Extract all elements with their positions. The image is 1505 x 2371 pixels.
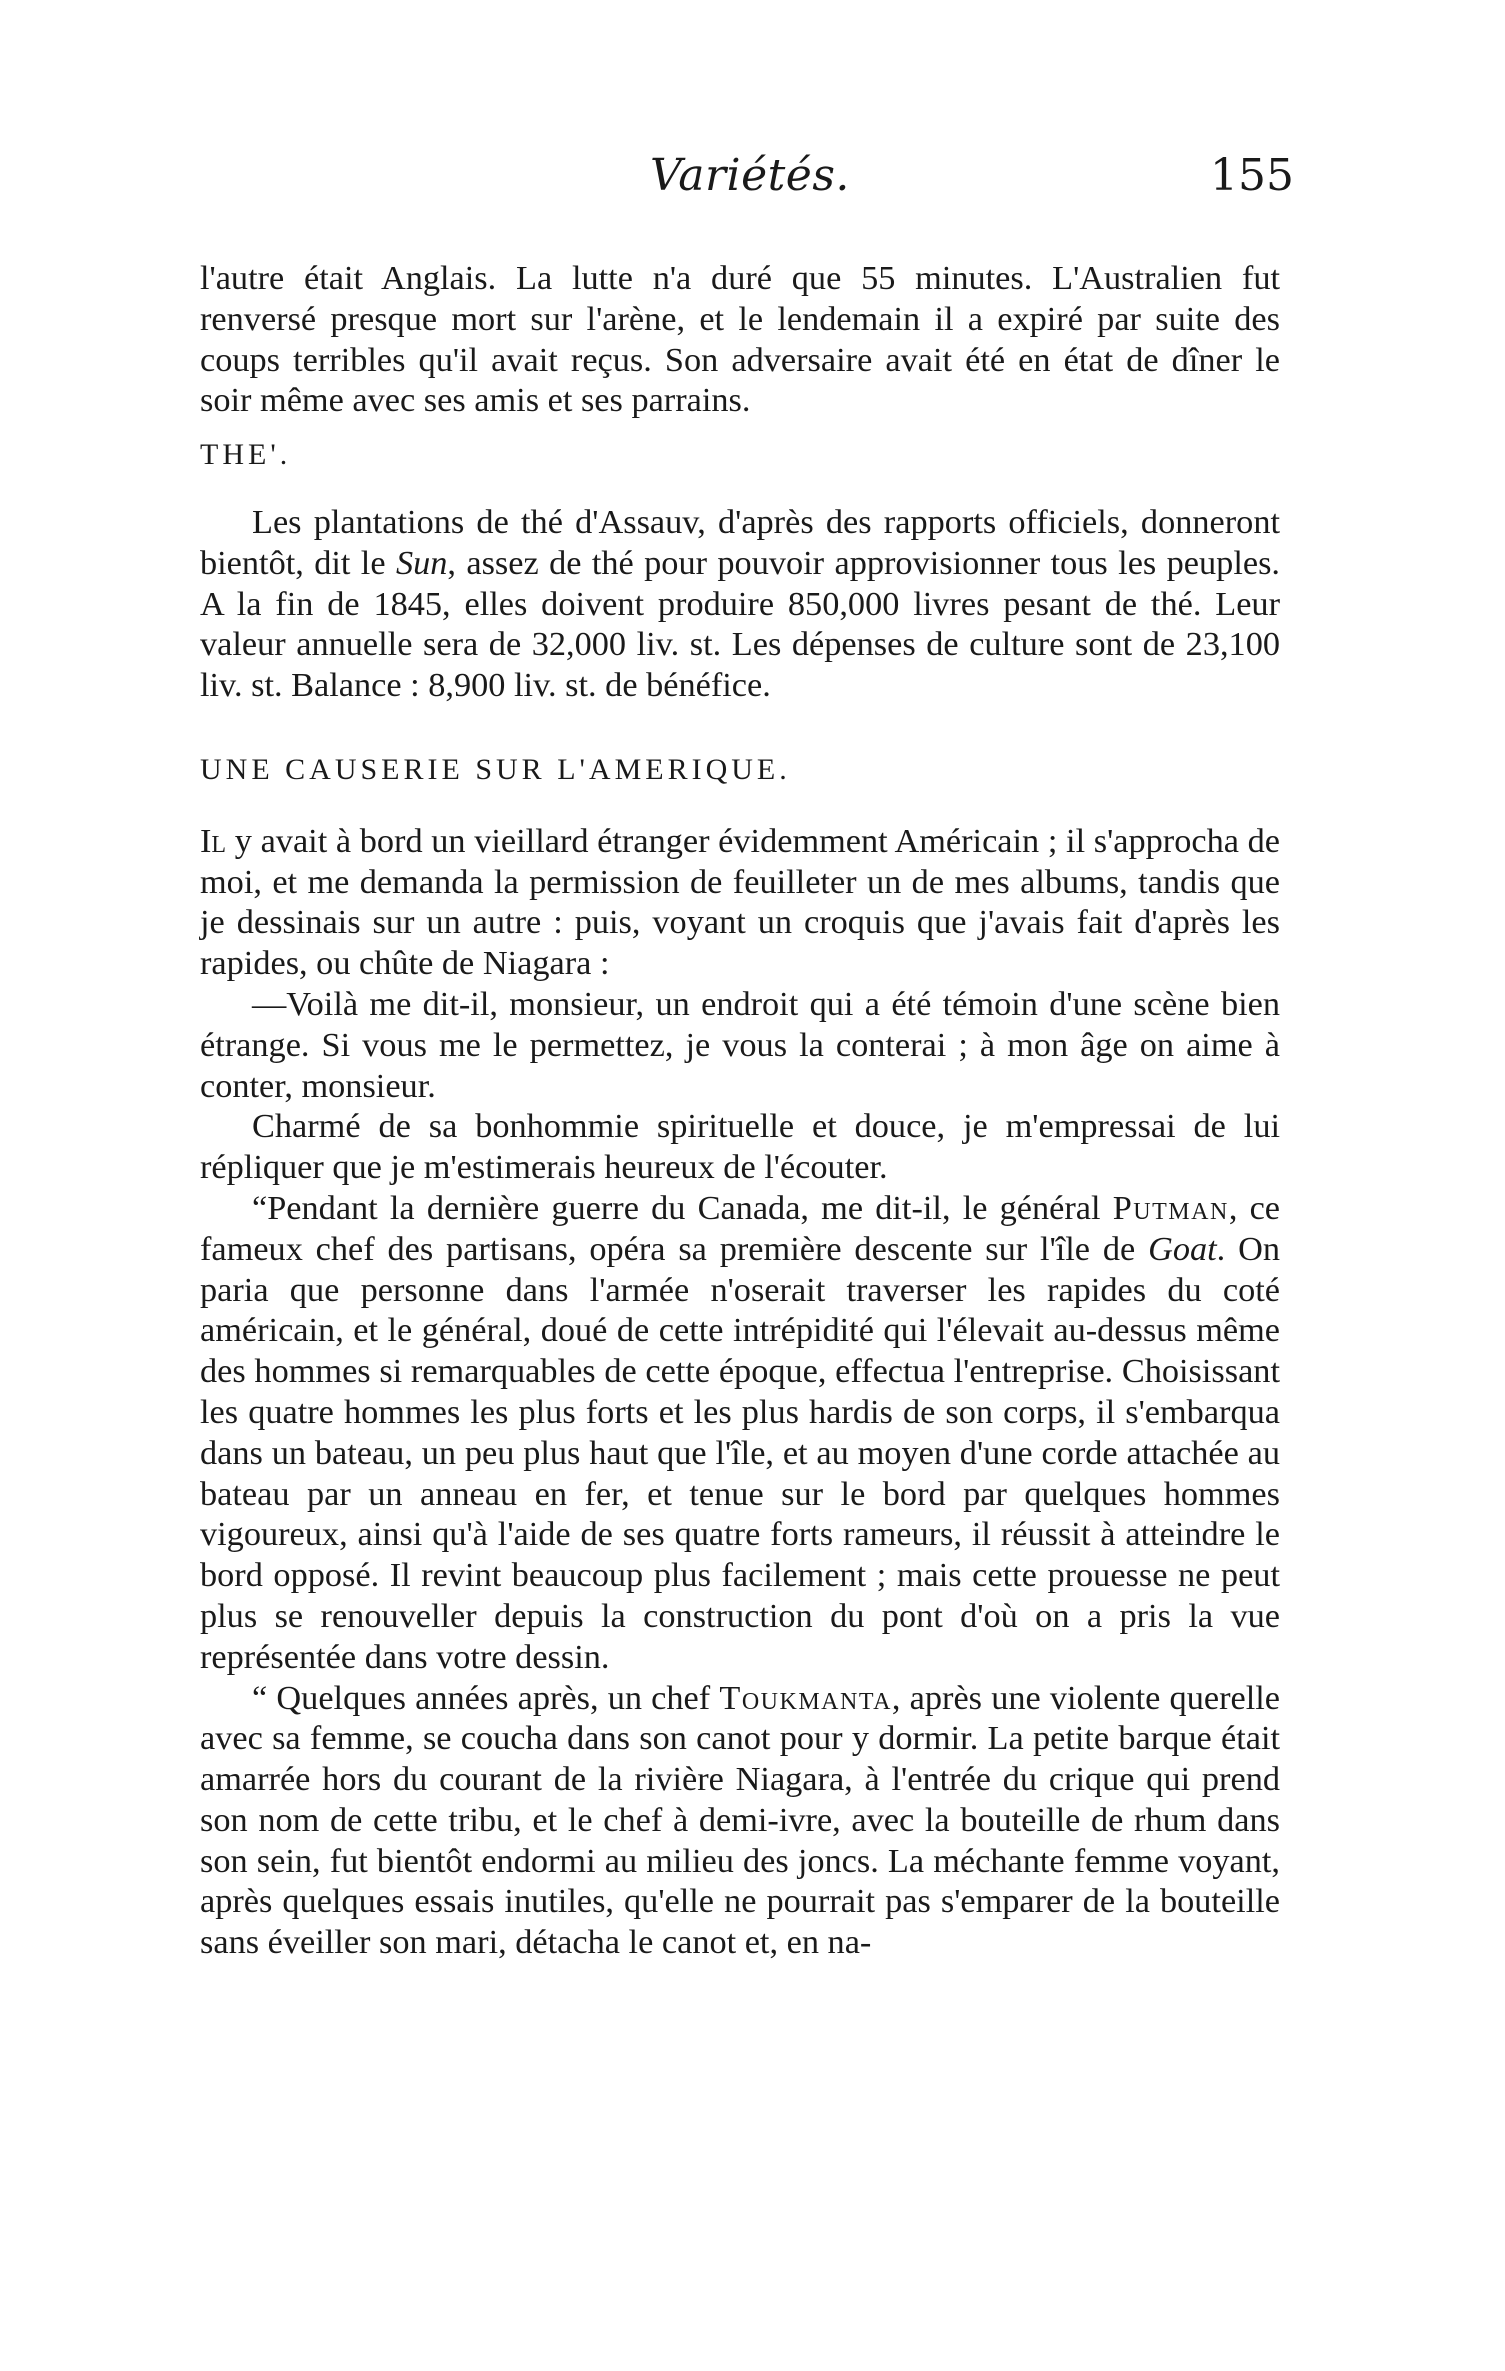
- toukmanta-open: “ Quelques années après, un chef: [252, 1678, 711, 1717]
- running-title: Variétés.: [650, 150, 850, 201]
- paragraph-toukmanta: [200, 1678, 1280, 1964]
- drop-cap: Il: [200, 821, 227, 860]
- section-heading-the: THE'.: [200, 438, 292, 472]
- page-number: 155: [1210, 150, 1294, 201]
- toukmanta-text: , après une violente querelle avec sa femme, se coucha dans son canot pour y dormir. La petite barque était amarrée hors du courant de la rivière Niagara, à l'entrée du crique qui prend son nom de cette tribu, et le chef à demi-ivre, avec la bouteille de rhum dans son sein, fut bientôt endormi au milieu des joncs. La méchante femme voyant, après quelques essais inutiles, qu'elle ne pourrait pas s'emparer de la bouteille sans éveiller son mari, détacha le canot et, en na-: [200, 1678, 1281, 1962]
- paragraph-boxing-match: l'autre était Anglais. La lutte n'a duré que 55 minutes. L'Australien fut renversé presque mort sur l'arène, et le lendemain il a expiré par suite des coups terribles qu'il avait reçus. Son adversaire avait été en état de dîner le soir même avec ses amis et ses parrains.: [200, 259, 1280, 420]
- putman-text-b: . On paria que personne dans l'armée n'oserait traverser les rapides du coté américain, et le général, doué de cette intrépidité qui l'élevait au-dessus même des hommes si remarquables de cette époque, effectua l'entreprise. Choisissant les quatre hommes les plus forts et les plus hardis de son corps, il s'embarqua dans un bateau, un peu plus haut que l'île, et au moyen d'une corde attachée au bateau par un anneau en fer, et tenue sur le bord par quelques hommes vigoureux, ainsi qu'à l'aide de ses quatre forts rameurs, il réussit à atteindre le bord opposé. Il revint beaucoup plus facilement ; mais cette prouesse ne peut plus se renouveller depuis la construction du pont d'où on a pris la vue représentée dans votre dessin.: [200, 1229, 1280, 1676]
- putman-open: “Pendant la dernière guerre du Canada, me dit-il, le général: [252, 1188, 1101, 1227]
- page-body: [200, 258, 1280, 1963]
- paragraph-old-man: [200, 821, 1280, 984]
- page-header: [0, 150, 1505, 220]
- paragraph-old-man-text: y avait à bord un vieillard étranger évidemment Américain ; il s'approcha de moi, et me demanda la permission de feuilleter un de mes albums, tandis que je dessinais sur un autre : puis, voyant un croquis que j'avais fait d'après les rapides, ou chûte de Niagara :: [200, 821, 1281, 983]
- paragraph-tea-plantations: Les plantations de thé d'Assauv, d'après des rapports officiels, donneront bientôt, dit le Sun, assez de thé pour pouvoir approvisionner tous les peuples. A la fin de 1845, elles doivent produire 850,000 livres pesant de thé. Leur valeur annuelle sera de 32,000 liv. st. Les dépenses de culture sont de 23,100 liv. st. Balance : 8,900 liv. st. de bénéfice.: [200, 502, 1280, 705]
- newspaper-sun: Sun: [395, 543, 448, 582]
- paragraph-voila: —Voilà me dit-il, monsieur, un endroit qui a été témoin d'une scène bien étrange. Si vous me le permettez, je vous la conterai ; à mon âge on aime à conter, monsieur.: [200, 984, 1280, 1105]
- name-toukmanta: Toukmanta: [719, 1678, 892, 1717]
- paragraph-putman: [200, 1188, 1280, 1678]
- putman-text-a: , ce fameux chef des partisans, opéra sa première descente sur l'île de: [200, 1188, 1281, 1268]
- paragraph-charme: Charmé de sa bonhommie spirituelle et douce, je m'empressai de lui répliquer que je m'estimerais heureux de l'écouter.: [200, 1107, 1280, 1187]
- section-heading-causerie: UNE CAUSERIE SUR L'AMERIQUE.: [200, 752, 791, 786]
- place-goat: Goat: [1148, 1229, 1217, 1268]
- name-putman: Putman: [1112, 1188, 1229, 1227]
